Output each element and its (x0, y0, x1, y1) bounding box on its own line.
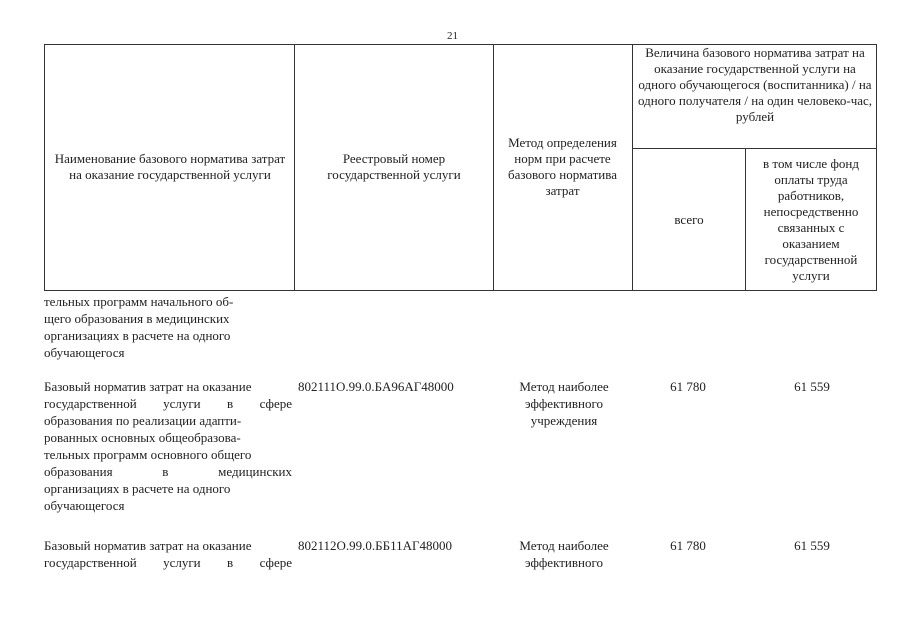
row-name-line: образования по реализации адапти- (44, 413, 242, 428)
row-name-line: рованных основных общеобразова- (44, 430, 241, 445)
row-name-line: государственной услуги в сфере (44, 555, 292, 570)
continuation-line: тельных программ начального об- (44, 294, 234, 309)
header-col-total: всего (674, 211, 704, 227)
row-name-line: образования в медицинских (44, 464, 292, 479)
continuation-text (44, 293, 292, 361)
row-name-line: обучающегося (44, 498, 125, 513)
row-name-line: тельных программ основного общего (44, 447, 252, 462)
row-including: 61 559 (794, 379, 830, 394)
header-right-border (876, 44, 877, 291)
header-col-value-group: Величина базового норматива затрат на оказание государственной услуги на одного обучающегося (воспитанника) / на одного получателя / на один человеко-час, рублей (637, 45, 873, 124)
row-method: Метод наиболее эффективного (519, 538, 609, 570)
page-number: 21 (447, 30, 458, 42)
row-name-line: Базовый норматив затрат на оказание (44, 538, 252, 553)
header-divider-4 (745, 148, 746, 291)
continuation-line: обучающегося (44, 345, 125, 360)
header-left-border (44, 44, 45, 291)
header-col-including: в том числе фонд оплаты труда работников, непосредственно связанных с оказанием государственной услуги (763, 156, 859, 283)
row-name (44, 537, 292, 571)
header-col-method: Метод определения норм при расчете базового норматива затрат (508, 135, 617, 198)
header-col-name: Наименование базового норматива затрат на оказание государственной услуги (54, 151, 286, 182)
continuation-line: щего образования в медицинских (44, 311, 230, 326)
header-col-registry: Реестровый номер государственной услуги (327, 151, 461, 182)
row-total: 61 780 (670, 379, 706, 394)
continuation-line: организациях в расчете на одного (44, 328, 231, 343)
header-bottom-border (44, 290, 877, 291)
row-name-line: Базовый норматив затрат на оказание (44, 379, 252, 394)
row-total: 61 780 (670, 538, 706, 553)
row-name-line: организациях в расчете на одного (44, 481, 231, 496)
row-registry: 802112О.99.0.ББ11АГ48000 (298, 538, 453, 553)
header-divider-2 (493, 44, 494, 291)
row-name-line: государственной услуги в сфере (44, 396, 292, 411)
row-method: Метод наиболее эффективного учреждения (519, 379, 609, 428)
row-name (44, 378, 292, 514)
row-registry: 802111О.99.0.БА96АГ48000 (298, 379, 454, 394)
row-including: 61 559 (794, 538, 830, 553)
header-divider-1 (294, 44, 295, 291)
